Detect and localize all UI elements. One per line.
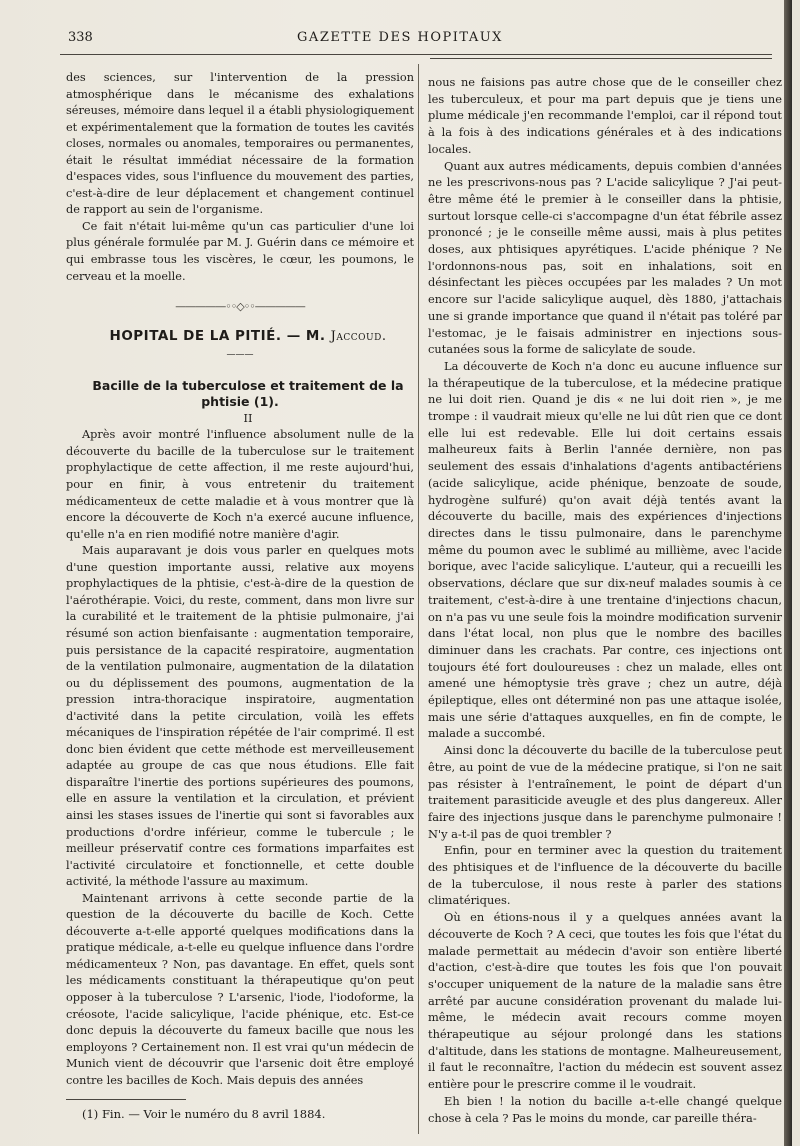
paragraph: nous ne faisions pas autre chose que de le conseiller chez les tuberculeux, et pour ma part depuis que je tiens une plume médicale j'en recommande l'emploi, car il répond tout à la fois à des indications générales et à des indications locales.: [428, 75, 782, 156]
header-rule: [60, 54, 772, 55]
paragraph: Où en étions-nous il y a quelques années avant la découverte de Koch ? A ceci, que toutes les fois que l'état du malade permettait au médecin d'avoir son entière liberté d'action, c'est-à-dire que toutes les fois que l'on pouvait s'occuper uniquement de la nature de la maladie sans être arrêté par aucune considération provenant du malade lui-même, le médecin avait recours comme moyen thérapeutique au séjour prolongé dans les stations d'altitude, dans les stations de montagne. Malheureusement, il faut le reconnaître, l'action du médecin est souvent assez entière pour le prescrire comme il le voudrait.: [428, 910, 782, 1092]
paragraph: Maintenant arrivons à cette seconde partie de la question de la découverte du bacille de Koch. Cette découverte a-t-elle apporté quelques modifications dans la pratique médicale, a-t-elle eu quelque influence dans l'ordre médicamenteux ? Non, pas davantage. En effet, quels sont les médicaments constituant la thérapeutique qu'on peut opposer à la tuberculose ? L'arsenic, l'iode, l'iodoforme, la créosote, l'acide salicylique, l'acide phénique, etc. Est-ce donc depuis la découverte du fameux bacille que nous les employons ? Certainement non. Il est vrai qu'un médecin de Munich vient de découvrir que l'arsenic doit être employé contre les bacilles de Koch. Mais depuis des années: [66, 891, 414, 1087]
paragraph: Eh bien ! la notion du bacille a-t-elle changé quelque chose à cela ? Pas le moins du monde, car pareille théra-: [428, 1093, 782, 1125]
header-rule-right: [430, 58, 772, 59]
column-divider: [418, 64, 419, 1134]
footnote: (1) Fin. — Voir le numéro du 8 avril 1884.: [82, 1107, 326, 1122]
part-number: II: [243, 411, 253, 425]
paragraph: Mais auparavant je dois vous parler en quelques mots d'une question importante aussi, relative aux moyens prophylactiques de la phtisie, c'est-à-dire de la question de l'aérothérapie. Voici, du reste, comment, dans mon livre sur la curabilité et le traitement de la phtisie pulmonaire, j'ai résumé son action bienfaisante : augmentation temporaire, puis persistance de la capacité respiratoire, augmentation de la ventilation pulmonaire, augmentation de la dilatation ou du déplissement des poumons, augmentation de la pression intra-thoracique inspiratoire, augmentation d'activité dans la petite circulation, voilà les effets mécaniques de l'inspiration répétée de l'air comprimé. Il est donc bien évident que cette méthode est merveilleusement adaptée au groupe de cas que nous étudions. Elle fait disparaître l'inertie des portions supérieures des poumons, elle en assure la ventilation et la circulation, et prévient ainsi les stases issues de l'inertie qui sont si favorables aux productions d'ordre inférieur, comme le tubercule ; le meilleur préservatif contre ces formations imparfaites est l'activité circulatoire et fonctionnelle, et cette double activité, la méthode l'assure au maximum.: [66, 544, 414, 889]
heading-dash: ———: [226, 350, 254, 361]
right-column: [428, 74, 782, 1126]
paragraph: Ce fait n'était lui-même qu'un cas particulier d'une loi plus générale formulée par M. J. Guérin dans ce mémoire et qui embrasse tous les viscères, le cœur, les poumons, le cerveau et la moelle.: [66, 219, 414, 283]
running-title: GAZETTE DES HOPITAUX: [297, 30, 503, 45]
left-column: [66, 70, 414, 1123]
paragraph: Quant aux autres médicaments, depuis combien d'années ne les prescrivons-nous pas ? L'acide salicylique ? J'ai peut-être même été le premier à le conseiller dans la phtisie, surtout lorsque celle-ci s'accompagne d'un état fébrile assez prononcé ; je le conseille même aussi, mais à plus petites doses, aux phtisiques apyrétiques. L'acide phénique ? Ne l'ordonnons-nous pas, soit en inhalations, soit en désinfectant les pièces occupées par les malades ? Un mot encore sur l'acide salicylique auquel, dès 1880, j'attachais une si grande importance que quand il n'était pas toléré par l'estomac, je le faisais administrer en injections sous-cutanées sous la forme de salicylate de soude.: [428, 158, 782, 357]
section-author: Jaccoud.: [330, 328, 387, 344]
paragraph: La découverte de Koch n'a donc eu aucune influence sur la thérapeutique de la tuberculose, et la médecine pratique ne lui doit rien. Quand je dis « ne lui doit rien », je me trompe : il vaudrait mieux qu'elle ne lui dût rien que ce dont elle lui est redevable. Elle lui doit certains essais malheureux faits à Berlin l'année dernière, non pas seulement des essais d'inhalations d'agents antibactériens (acide salicylique, acide phénique, benzoate de soude, hydrogène sulfuré) qu'on avait déjà tentés avant la découverte du bacille, mais des expériences d'injections directes dans le tissu pulmonaire, dans le parenchyme même du poumon avec le sublimé au millième, avec l'acide borique, avec l'acide salicylique. L'auteur, qui a recueilli les observations, déclare que sur dix-neuf malades soumis à ce traitement, c'est-à-dire à une trentaine d'injections chacun, on n'a pas vu une seule fois la moindre modification survenir dans l'état local, non plus que le nombre des bacilles diminuer dans les crachats. Par contre, ces injections ont toujours été fort douloureuses : chez un malade, elles ont amené une hémoptysie très grave ; chez un autre, déjà épileptique, elles ont déterminé non pas une attaque isolée, mais une série d'attaques auxquelles, en fin de compte, le malade a succombé.: [428, 358, 782, 741]
paragraph: des sciences, sur l'intervention de la pression atmosphérique dans le mécanisme des exhalations séreuses, mémoire dans lequel il a établi physiologiquement et expérimentalement que la formation de toutes les cavités closes, normales ou anomales, temporaires ou permanentes, était le résultat immédiat nécessaire de la formation d'espaces vides, sous l'influence du mouvement des parties, c'est-à-dire de leur déplacement et changement continuel de rapport au sein de l'organisme.: [66, 71, 414, 217]
lecture-title: Bacille de la tuberculose et traitement de la phtisie (1).: [92, 377, 404, 410]
ornament-divider: —————◦◦◇◦◦—————: [175, 300, 305, 314]
paragraph: Enfin, pour en terminer avec la question du traitement des phtisiques et de l'influence de la découverte du bacille de la tuberculose, il nous reste à parler des stations climatériques.: [428, 843, 782, 908]
paragraph: Ainsi donc la découverte du bacille de la tuberculose peut être, au point de vue de la médecine pratique, si l'on ne sait pas résister à l'entraînement, le point de départ d'un traitement parasiticide aveugle et des plus dangereux. Aller faire des injections jusque dans le parenchyme pulmonaire ! N'y a-t-il pas de quoi trembler ?: [428, 743, 782, 841]
section-heading: [66, 328, 414, 346]
section-title: HOPITAL DE LA PITIÉ. — M.: [109, 327, 326, 344]
page-edge: [784, 0, 792, 1146]
footnote-rule: [66, 1099, 186, 1100]
paragraph: Après avoir montré l'influence absolument nulle de la découverte du bacille de la tuberculose sur le traitement prophylactique de cette affection, il me reste aujourd'hui, pour en finir, à vous entretenir du traitement médicamenteux de cette maladie et à vous montrer que là encore la découverte de Koch n'a exercé aucune influence, qu'elle n'a en rien modifié notre manière d'agir.: [66, 428, 414, 541]
page-number: 338: [68, 30, 93, 45]
